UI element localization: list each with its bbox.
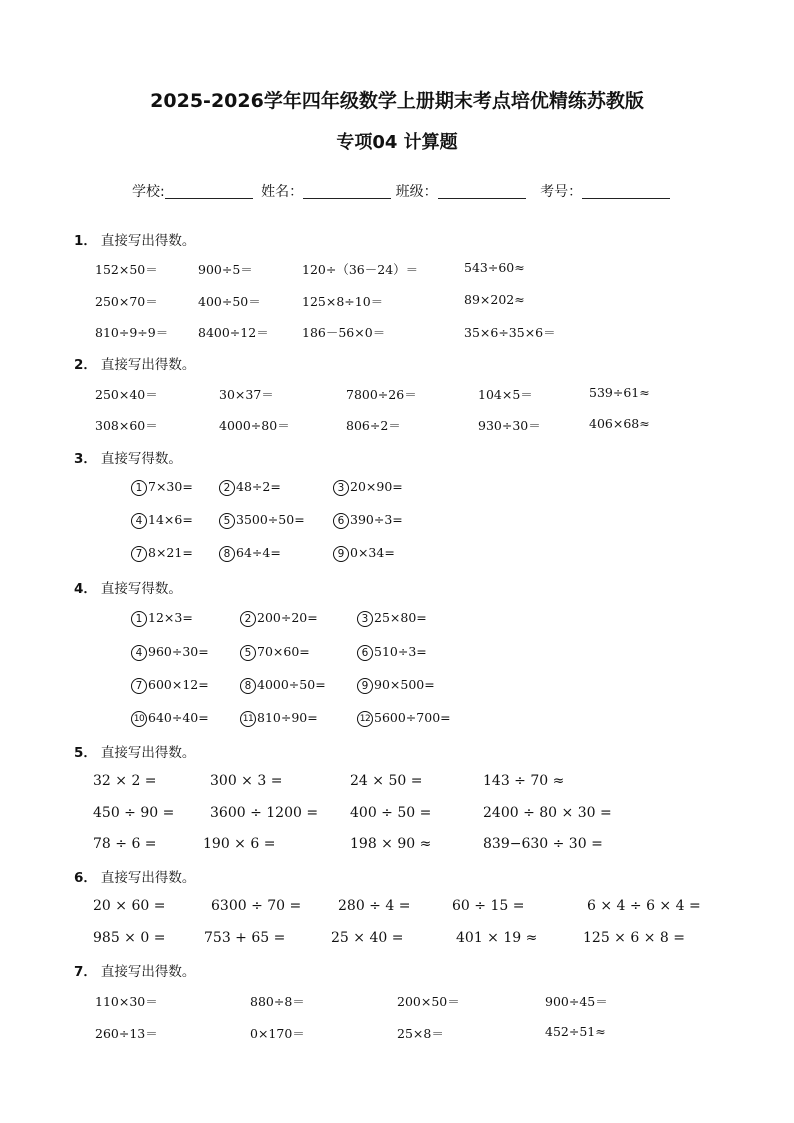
- problem: 260÷13＝: [95, 1026, 158, 1041]
- circled-number: 7: [131, 678, 147, 694]
- class-field[interactable]: [438, 184, 526, 199]
- problem: 104×5＝: [478, 387, 533, 402]
- problem: [240, 644, 310, 661]
- problem: 450 ÷ 90 =: [93, 805, 175, 821]
- problem: [333, 545, 395, 562]
- problem: 125 × 6 × 8 =: [583, 930, 685, 946]
- problem: 60 ÷ 15 =: [452, 898, 525, 914]
- problem: [131, 677, 209, 694]
- problem: 6 × 4 ÷ 6 × 4 =: [587, 898, 701, 914]
- circled-number: 1: [131, 480, 147, 496]
- circled-number: 6: [357, 645, 373, 661]
- problem: 3600 ÷ 1200 =: [210, 805, 319, 821]
- problem: [131, 512, 193, 529]
- expression: 70×60=: [257, 644, 310, 659]
- circled-number: 3: [333, 480, 349, 496]
- problem: 78 ÷ 6 =: [93, 836, 157, 852]
- name-field[interactable]: [303, 184, 391, 199]
- circled-number: 6: [333, 513, 349, 529]
- expression: 200÷20=: [257, 610, 318, 625]
- question-number: 7．: [74, 964, 97, 980]
- problem: 4000÷80＝: [219, 418, 290, 433]
- circled-number: 8: [219, 546, 235, 562]
- expression: 7×30=: [148, 479, 193, 494]
- problem: [131, 644, 209, 661]
- problem: 20 × 60 =: [93, 898, 166, 914]
- problem: [131, 545, 193, 562]
- expression: 390÷3=: [350, 512, 403, 527]
- question-number: 3．: [74, 451, 97, 467]
- exam-no-label: 考号：: [540, 184, 583, 200]
- expression: 3500÷50=: [236, 512, 305, 527]
- school-field[interactable]: [165, 184, 253, 199]
- problem: 280 ÷ 4 =: [338, 898, 411, 914]
- question-number: 1．: [74, 233, 97, 249]
- expression: 8×21=: [148, 545, 193, 560]
- problem: 125×8÷10＝: [302, 294, 384, 309]
- circled-number: 8: [240, 678, 256, 694]
- problem: 900÷45＝: [545, 994, 608, 1009]
- school-label: 学校:: [132, 184, 165, 200]
- circled-number: 11: [240, 711, 256, 727]
- question-title: 直接写出得数。: [100, 357, 196, 373]
- problem: 543÷60≈: [464, 260, 525, 275]
- problem: [357, 610, 427, 627]
- problem: 880÷8＝: [250, 994, 305, 1009]
- problem: 120÷（36－24）＝: [302, 262, 419, 277]
- problem: 89×202≈: [464, 292, 525, 307]
- problem: 810÷9÷9＝: [95, 325, 169, 340]
- problem: 198 × 90 ≈: [350, 836, 432, 852]
- question-2-heading: [74, 353, 195, 373]
- expression: 20×90=: [350, 479, 403, 494]
- problem: 143 ÷ 70 ≈: [483, 773, 565, 789]
- problem: 24 × 50 =: [350, 773, 423, 789]
- circled-number: 2: [240, 611, 256, 627]
- question-number: 5．: [74, 745, 97, 761]
- circled-number: 10: [131, 711, 147, 727]
- problem: [357, 644, 427, 661]
- problem: 35×6÷35×6＝: [464, 325, 556, 340]
- problem: 985 × 0 =: [93, 930, 166, 946]
- problem: 0×170＝: [250, 1026, 305, 1041]
- page-title: 2025-2026学年四年级数学上册期末考点培优精练苏教版: [150, 90, 644, 112]
- problem: [333, 479, 403, 496]
- problem: [240, 610, 318, 627]
- problem: [357, 677, 435, 694]
- problem: 452÷51≈: [545, 1024, 606, 1039]
- problem: 6300 ÷ 70 =: [211, 898, 302, 914]
- expression: 600×12=: [148, 677, 209, 692]
- question-3-heading: [74, 447, 182, 467]
- question-title: 直接写出得数。: [100, 964, 196, 980]
- problem: 806÷2＝: [346, 418, 401, 433]
- problem: 839−630 ÷ 30 =: [483, 836, 603, 852]
- circled-number: 4: [131, 645, 147, 661]
- problem: 406×68≈: [589, 416, 650, 431]
- problem: [240, 710, 318, 727]
- problem: 539÷61≈: [589, 385, 650, 400]
- question-4-heading: [74, 577, 182, 597]
- circled-number: 7: [131, 546, 147, 562]
- problem: [131, 610, 193, 627]
- expression: 510÷3=: [374, 644, 427, 659]
- circled-number: 12: [357, 711, 373, 727]
- circled-number: 9: [357, 678, 373, 694]
- problem: 190 × 6 =: [203, 836, 276, 852]
- circled-number: 5: [219, 513, 235, 529]
- problem: 400÷50＝: [198, 294, 261, 309]
- expression: 14×6=: [148, 512, 193, 527]
- expression: 25×80=: [374, 610, 427, 625]
- problem: 32 × 2 =: [93, 773, 157, 789]
- problem: 2400 ÷ 80 × 30 =: [483, 805, 612, 821]
- circled-number: 5: [240, 645, 256, 661]
- question-number: 2．: [74, 357, 97, 373]
- expression: 810÷90=: [257, 710, 318, 725]
- problem: 200×50＝: [397, 994, 460, 1009]
- question-7-heading: [74, 960, 195, 980]
- question-title: 直接写出得数。: [100, 745, 196, 761]
- circled-number: 9: [333, 546, 349, 562]
- problem: 400 ÷ 50 =: [350, 805, 432, 821]
- problem: [219, 545, 281, 562]
- expression: 4000÷50=: [257, 677, 326, 692]
- circled-number: 4: [131, 513, 147, 529]
- problem: 8400÷12＝: [198, 325, 269, 340]
- expression: 0×34=: [350, 545, 395, 560]
- problem: 300 × 3 =: [210, 773, 283, 789]
- question-title: 直接写出得数。: [100, 870, 196, 886]
- page-subtitle: 专项04 计算题: [336, 132, 458, 153]
- expression: 12×3=: [148, 610, 193, 625]
- problem: [131, 710, 209, 727]
- expression: 64÷4=: [236, 545, 281, 560]
- circled-number: 3: [357, 611, 373, 627]
- problem: [333, 512, 403, 529]
- problem: [240, 677, 326, 694]
- problem: 186－56×0＝: [302, 325, 386, 340]
- expression: 5600÷700=: [374, 710, 451, 725]
- problem: 900÷5＝: [198, 262, 253, 277]
- problem: [219, 479, 281, 496]
- problem: 250×70＝: [95, 294, 158, 309]
- expression: 48÷2=: [236, 479, 281, 494]
- expression: 640÷40=: [148, 710, 209, 725]
- question-title: 直接写出得数。: [100, 233, 196, 249]
- problem: [219, 512, 305, 529]
- exam-no-field[interactable]: [582, 184, 670, 199]
- question-title: 直接写得数。: [100, 581, 182, 597]
- question-number: 6．: [74, 870, 97, 886]
- question-title: 直接写得数。: [100, 451, 182, 467]
- problem: 7800÷26＝: [346, 387, 417, 402]
- problem: 110×30＝: [95, 994, 158, 1009]
- problem: 250×40＝: [95, 387, 158, 402]
- name-label: 姓名：: [261, 184, 304, 200]
- question-5-heading: [74, 741, 195, 761]
- problem: 753 + 65 =: [204, 930, 286, 946]
- problem: 401 × 19 ≈: [456, 930, 538, 946]
- question-number: 4．: [74, 581, 97, 597]
- question-6-heading: [74, 866, 195, 886]
- problem: 308×60＝: [95, 418, 158, 433]
- problem: 30×37＝: [219, 387, 274, 402]
- problem: [131, 479, 193, 496]
- class-label: 班级：: [395, 184, 438, 200]
- problem: 25×8＝: [397, 1026, 444, 1041]
- expression: 960÷30=: [148, 644, 209, 659]
- problem: 930÷30＝: [478, 418, 541, 433]
- student-info-line: [132, 181, 670, 201]
- problem: [357, 710, 451, 727]
- problem: 152×50＝: [95, 262, 158, 277]
- question-1-heading: [74, 229, 195, 249]
- circled-number: 2: [219, 480, 235, 496]
- expression: 90×500=: [374, 677, 435, 692]
- problem: 25 × 40 =: [331, 930, 404, 946]
- circled-number: 1: [131, 611, 147, 627]
